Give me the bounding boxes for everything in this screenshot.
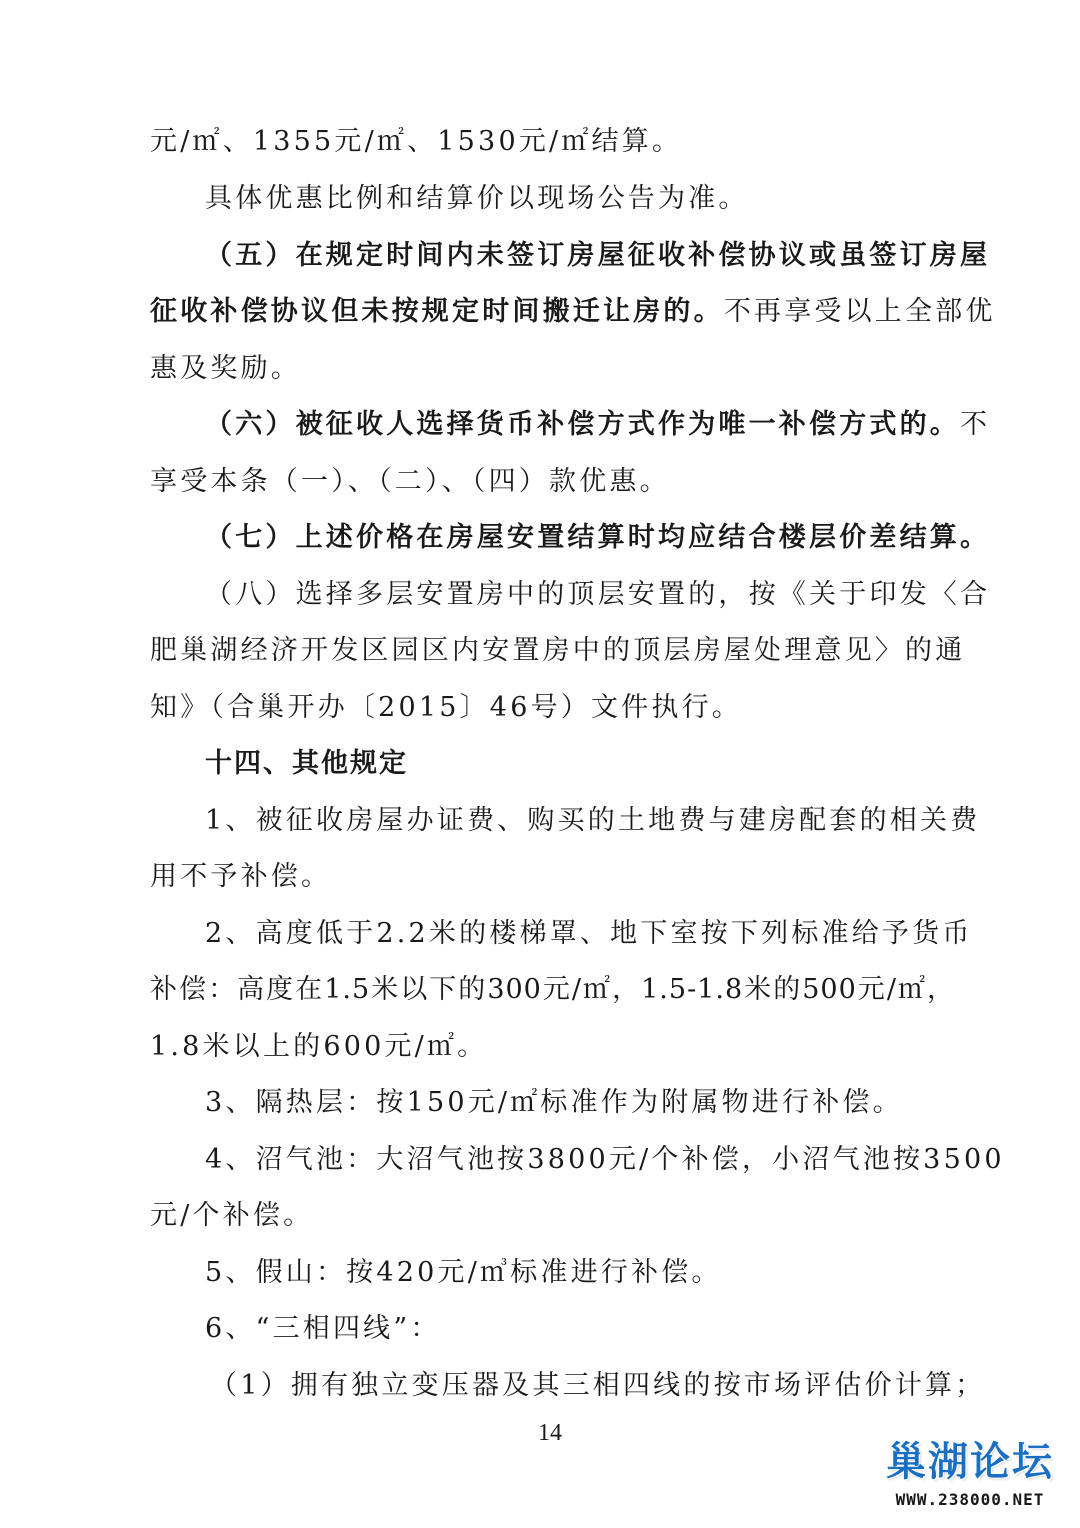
text-line-20 xyxy=(150,1196,955,1236)
text-line-10 xyxy=(150,631,966,671)
text-line-8 xyxy=(205,518,991,558)
text-line-15 xyxy=(205,914,973,954)
text-line-3 xyxy=(205,236,991,276)
line-bold-text: （六）被征收人选择货币补偿方式作为唯一补偿方式的。 xyxy=(205,409,960,440)
line-text: （1）拥有独立变压器及其三相四线的按市场评估价计算； xyxy=(210,1370,986,1401)
text-line-14 xyxy=(150,857,955,897)
line-text: 元/个补偿。 xyxy=(150,1200,314,1231)
line-text: （八）选择多层安置房中的顶层安置的，按《关于印发〈合 xyxy=(205,579,991,610)
section-heading xyxy=(205,744,955,784)
text-line-7 xyxy=(150,462,955,502)
line-text: 2、高度低于2.2米的楼梯罩、地下室按下列标准给予货币 xyxy=(205,918,973,949)
text-line-4 xyxy=(150,292,996,332)
text-line-11 xyxy=(150,688,955,728)
line-rest-text: 不 xyxy=(960,409,991,440)
line-text: 5、假山：按420元/㎥标准进行补偿。 xyxy=(205,1257,722,1288)
watermark-url: WWW.238000.NET xyxy=(895,1490,1045,1509)
line-text: 享受本条（一）、（二）、（四）款优惠。 xyxy=(150,466,670,497)
text-line-21 xyxy=(205,1253,955,1293)
line-text: 补偿：高度在1.5米以下的300元/㎡，1.5-1.8米的500元/㎡， xyxy=(150,974,955,1005)
line-text: 用不予补偿。 xyxy=(150,861,332,892)
text-line-16 xyxy=(150,970,955,1010)
text-line-5 xyxy=(150,349,955,389)
line-text: 3、隔热层：按150元/㎡标准作为附属物进行补偿。 xyxy=(205,1087,903,1118)
line-text: （七）上述价格在房屋安置结算时均应结合楼层价差结算。 xyxy=(205,522,991,553)
text-line-13 xyxy=(205,801,981,841)
text-line-2 xyxy=(205,179,955,219)
text-line-17 xyxy=(150,1027,955,1067)
line-text: 肥巢湖经济开发区园区内安置房中的顶层房屋处理意见〉的通 xyxy=(150,635,966,666)
line-text: 6、“三相四线”： xyxy=(205,1313,441,1344)
line-text: 知》（合巢开办〔2015〕46号）文件执行。 xyxy=(150,692,742,723)
line-text: 具体优惠比例和结算价以现场公告为准。 xyxy=(205,183,749,214)
line-text: 惠及奖励。 xyxy=(150,353,301,384)
heading-text: 十四、其他规定 xyxy=(205,748,408,779)
text-line-6 xyxy=(205,405,991,445)
text-line-9 xyxy=(205,575,991,615)
text-line-23 xyxy=(210,1366,986,1406)
watermark-title: 巢湖论坛 xyxy=(886,1439,1054,1485)
line-text: 1、被征收房屋办证费、购买的土地费与建房配套的相关费 xyxy=(205,805,981,836)
text-line-19 xyxy=(205,1140,1005,1180)
page-number: 14 xyxy=(538,1420,562,1446)
watermark-logo xyxy=(870,1438,1070,1518)
text-line-18 xyxy=(205,1083,955,1123)
text-line-1 xyxy=(150,122,955,162)
line-text: 1.8米以上的600元/㎡。 xyxy=(150,1031,488,1062)
text-line-22 xyxy=(205,1309,955,1349)
line-bold-text: 征收补偿协议但未按规定时间搬迁让房的。 xyxy=(150,296,724,327)
line-rest-text: 不再享受以上全部优 xyxy=(723,296,996,327)
line-text: 元/㎡、1355元/㎡、1530元/㎡结算。 xyxy=(150,126,683,157)
line-text: （五）在规定时间内未签订房屋征收补偿协议或虽签订房屋 xyxy=(205,240,991,271)
line-text: 4、沼气池：大沼气池按3800元/个补偿，小沼气池按3500 xyxy=(205,1144,1005,1175)
